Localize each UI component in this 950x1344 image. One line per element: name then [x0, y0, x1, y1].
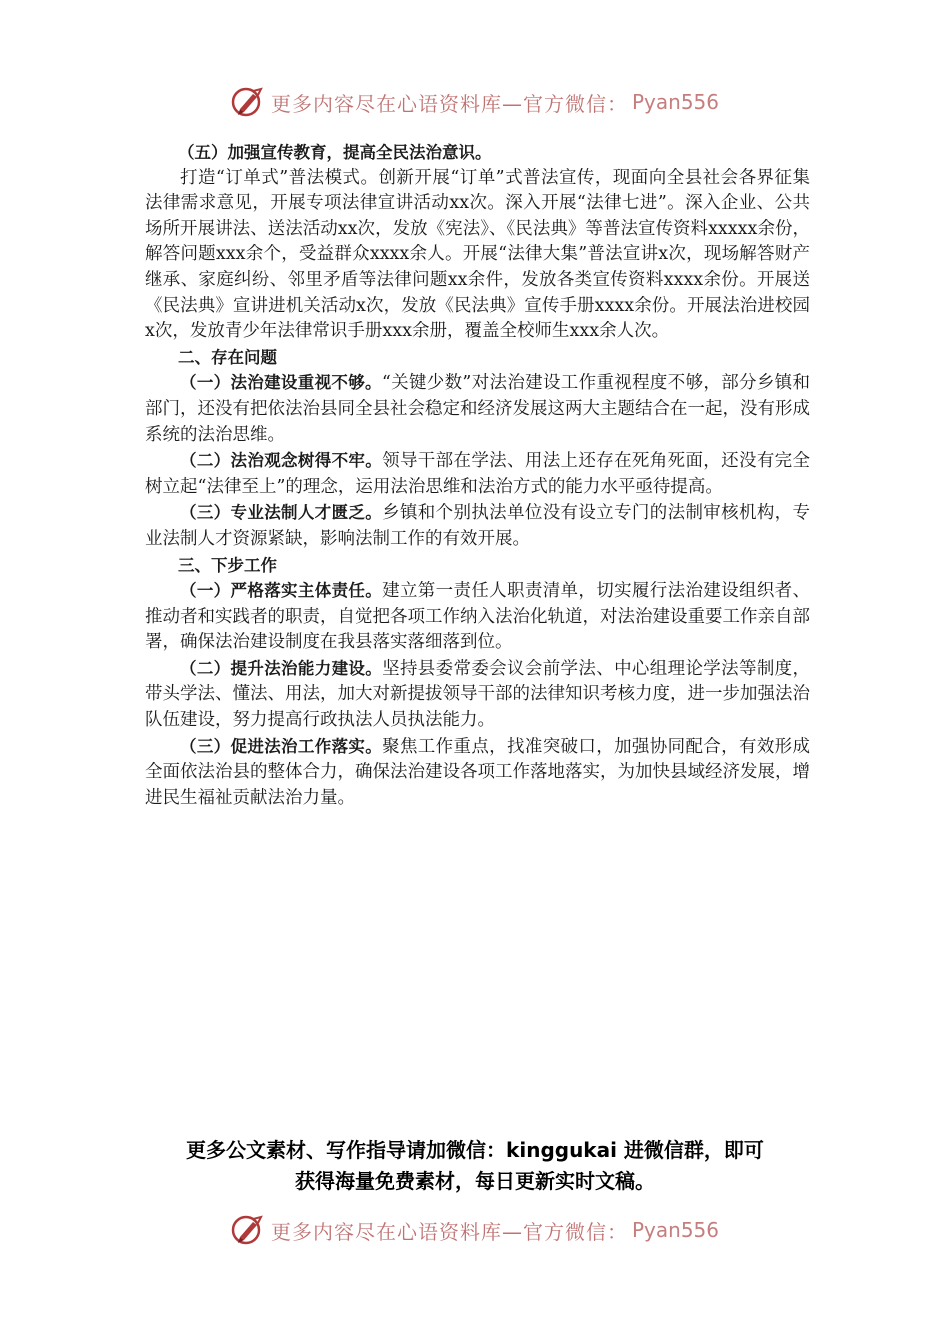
next-step-body: 建立第一责任人职责清单，切实履行法治建设组织者、推动者和实践者的职责，自觉把各项工作纳入法治化轨道，对法治建设重要工作亲自部署，确保法治建设制度在我县落实落细落到位。	[145, 581, 811, 653]
document-body	[145, 140, 810, 811]
watermark-id: Pyan556	[631, 90, 719, 114]
problem-body: “关键少数”对法治建设工作重视程度不够，部分乡镇和部门，还没有把依法治县同全县社会稳定和经济发展这两大主题结合在一起，没有形成系统的法治思维。	[145, 373, 810, 445]
pen-logo-icon	[231, 85, 265, 119]
footer-line-1: 更多公文素材、写作指导请加微信：kinggukai 进微信群，即可	[186, 1138, 764, 1162]
watermark-text: 更多内容尽在心语资料库—官方微信：	[270, 1219, 628, 1244]
problem-paragraph	[145, 370, 810, 448]
next-step-title: （二）提升法治能力建设。	[180, 658, 383, 678]
problem-title: （三）专业法制人才匮乏。	[180, 503, 383, 523]
next-step-title: （三）促进法治工作落实。	[180, 736, 383, 756]
part3-heading: 三、下步工作	[178, 555, 277, 575]
problem-body: 领导干部在学法、用法上还存在死角死面，还没有完全树立起“法律至上”的理念，运用法治思维和法治方式的能力水平亟待提高。	[145, 451, 811, 497]
watermark-id: Pyan556	[631, 1218, 719, 1242]
problem-paragraph	[145, 448, 810, 500]
next-step-body: 聚焦工作重点，找准突破口，加强协同配合，有效形成全面依法治县的整体合力，确保法治建设各项工作落地落实，为加快县域经济发展，增进民生福祉贡献法治力量。	[145, 736, 811, 808]
watermark-text: 更多内容尽在心语资料库—官方微信：	[270, 91, 628, 116]
problem-title: （一）法治建设重视不够。	[180, 373, 382, 393]
pen-logo-icon	[231, 1213, 265, 1247]
problem-body: 乡镇和个别执法单位没有设立专门的法制审核机构，专业法制人才资源紧缺，影响法制工作的有效开展。	[145, 503, 811, 549]
next-step-title: （一）严格落实主体责任。	[180, 581, 383, 601]
footer-watermark	[0, 1210, 950, 1250]
problem-paragraph	[145, 500, 810, 552]
section5-heading: （五）加强宣传教育，提高全民法治意识。	[178, 143, 492, 162]
part2-heading: 二、存在问题	[178, 347, 277, 367]
header-watermark	[0, 82, 950, 122]
next-step-paragraph	[145, 578, 810, 656]
footer-line-2: 获得海量免费素材，每日更新实时文稿。	[295, 1169, 655, 1193]
next-step-paragraph	[145, 656, 810, 734]
section5-body: 打造“订单式”普法模式。创新开展“订单”式普法宣传，现面向全县社会各界征集法律需求意见，开展专项法律宣讲活动xx次。深入开展“法律七进”。深入企业、公共场所开展讲法、送法活动xx次，发放《宪法》、《民法典》等普法宣传资料xxxxx余份，解答问题xxx余个，受益群众xxxx余人。开展“法律大集”普法宣讲x次，现场解答财产继承、家庭纠纷、邻里矛盾等法律问题xx余件，发放各类宣传资料xxxx余份。开展送《民法典》宣讲进机关活动x次，发放《民法典》宣传手册xxxx余份。开展法治进校园x次，发放青少年法律常识手册xxx余册，覆盖全校师生xxx余人次。	[145, 167, 810, 342]
problem-title: （二）法治观念树得不牢。	[180, 451, 383, 471]
footer-notice	[0, 1135, 950, 1197]
next-step-body: 坚持县委常委会议会前学法、中心组理论学法等制度，带头学法、懂法、用法，加大对新提拔领导干部的法律知识考核力度，进一步加强法治队伍建设，努力提高行政执法人员执法能力。	[145, 658, 811, 731]
next-step-paragraph	[145, 734, 810, 812]
